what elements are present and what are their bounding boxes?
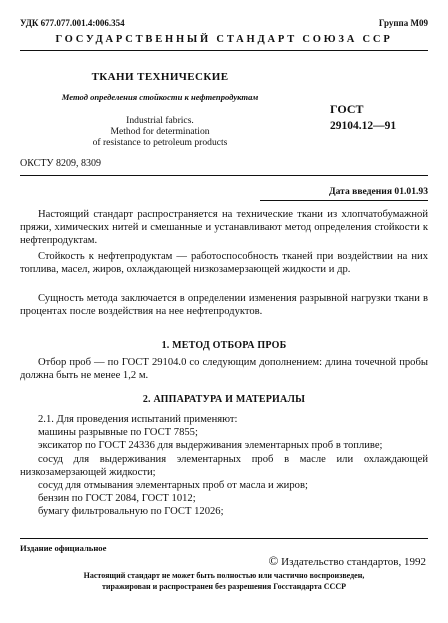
- date-divider: [260, 200, 428, 201]
- paragraph-essence: Сущность метода заключается в определении изменения разрывной нагрузки ткани в процентах после воздействия на нее нефтепродуктов.: [20, 293, 428, 318]
- copyright-text: Издательство стандартов, 1992: [281, 556, 426, 568]
- notice-line: тиражирован и распространен без разрешения Госстандарта СССР: [102, 582, 346, 591]
- list-item: 2.1. Для проведения испытаний применяют:: [38, 414, 238, 425]
- english-title-line: of resistance to petroleum products: [92, 137, 228, 148]
- okstu-code: ОКСТУ 8209, 8309: [20, 158, 102, 169]
- notice-line: Настоящий стандарт не может быть полностью или частично воспроизведен,: [83, 571, 365, 580]
- udk-code: УДК 677.077.001.4:006.354: [20, 18, 125, 28]
- english-title-line: Industrial fabrics.: [126, 115, 194, 126]
- paragraph-scope: Настоящий стандарт распространяется на технические ткани из хлопчатобумажной пряжи, химических нитей и смешанные и устанавливают метод определения стойкости к нефтепродуктам.: [20, 209, 428, 247]
- document-subtitle: Метод определения стойкости к нефтепродуктам: [61, 92, 259, 102]
- english-title-line: Method for determination: [110, 126, 210, 137]
- reproduction-notice: [20, 570, 428, 592]
- intro-date: [329, 186, 428, 197]
- list-item: бумагу фильтровальную по ГОСТ 12026;: [38, 506, 224, 518]
- list-item: сосуд для выдерживания элементарных проб в масле или охлаждающей низкозамерзающей жидкости;: [20, 453, 428, 478]
- intro-date-value: 01.01.93: [394, 186, 428, 197]
- section-1-heading: 1. МЕТОД ОТБОРА ПРОБ: [161, 340, 287, 351]
- section-2-heading: 2. АППАРАТУРА И МАТЕРИАЛЫ: [142, 394, 306, 405]
- gost-number: 29104.12—91: [330, 120, 397, 132]
- equipment-list: [20, 413, 428, 519]
- group-code: Группа М09: [378, 18, 428, 28]
- list-item: сосуд для отмывания элементарных проб от масла и жиров;: [38, 480, 308, 492]
- intro-date-label: Дата введения: [328, 186, 393, 197]
- document-title: ТКАНИ ТЕХНИЧЕСКИЕ: [91, 71, 229, 83]
- list-item: эксикатор по ГОСТ 24336 для выдерживания элементарных проб в топливе;: [38, 440, 383, 452]
- english-title: [40, 115, 280, 148]
- agency-title: ГОСУДАРСТВЕННЫЙ СТАНДАРТ СОЮЗА ССР: [55, 34, 393, 45]
- header-divider: [20, 50, 428, 51]
- gost-label: ГОСТ: [330, 102, 364, 116]
- footer-divider: [20, 538, 428, 539]
- copyright: [269, 553, 426, 569]
- official-edition: Издание официальное: [20, 543, 107, 553]
- title-divider: [20, 175, 428, 176]
- list-item: машины разрывные по ГОСТ 7855;: [38, 427, 198, 439]
- list-item: бензин по ГОСТ 2084, ГОСТ 1012;: [38, 493, 196, 505]
- paragraph-definition: Стойкость к нефтепродуктам — работоспособность тканей при воздействии на них топлива, масел, жиров, охлаждающей низкозамерзающей жидкости и др.: [20, 251, 428, 276]
- section-1-text: Отбор проб — по ГОСТ 29104.0 со следующим дополнением: длина точечной пробы должна быть не менее 1,2 м.: [20, 357, 428, 382]
- copyright-icon: ©: [268, 553, 279, 568]
